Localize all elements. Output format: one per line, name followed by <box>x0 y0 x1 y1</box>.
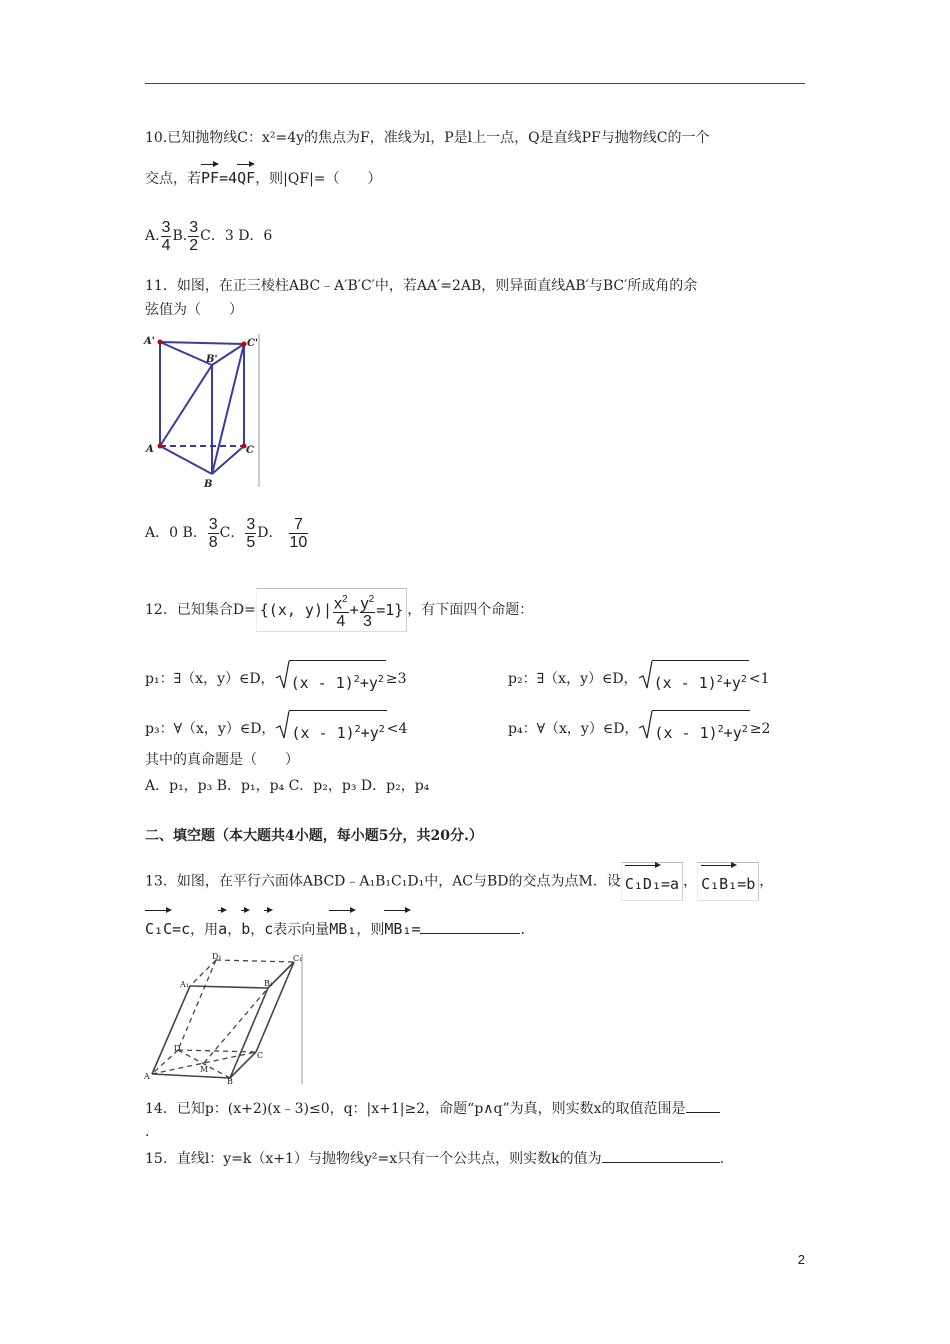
q12-question: 其中的真命题是（ ） <box>145 752 299 768</box>
fraction-c: $\frac{3}{5}$ <box>246 515 256 551</box>
label-m: M <box>200 1065 209 1074</box>
sqrt-expression: $(x - 1)^2+y^2$ <box>638 660 749 698</box>
label-c1: C' <box>247 338 259 349</box>
vector-pf: PF <box>201 162 219 188</box>
label-c: C <box>257 1051 264 1060</box>
label-d1: D₁ <box>212 952 222 961</box>
proposition-p3: p₃：∀（x，y）∈D， $(x - 1)^2+y^2 <4$ <box>145 710 407 748</box>
set-definition: {(x, y)| $\frac{x^2}{4}$ + $\frac{y^2}{3}$ =1} <box>256 588 408 632</box>
vector-mb1: MB₁ <box>329 908 356 944</box>
label-a: A <box>146 444 154 455</box>
proposition-p4: p₄：∀（x，y）∈D， $(x - 1)^2+y^2 \ge 2$ <box>508 710 770 748</box>
vector-a: a <box>218 908 227 944</box>
sqrt-expression: $(x - 1)^2+y^2$ <box>275 710 386 748</box>
vector-b: b <box>241 908 250 944</box>
label-d: D <box>174 1044 181 1053</box>
q10-line1: 10.已知抛物线C：x²=4y的焦点为F，准线为l，P是l上一点，Q是直线PF与抛物线C的一个 <box>145 130 710 146</box>
q10-options: A. $\frac{3}{4}$ B. $\frac{3}{2}$ C．3 D．6 <box>145 218 273 254</box>
answer-blank-13[interactable] <box>420 919 520 934</box>
page-number: 2 <box>797 1252 805 1267</box>
fraction-d: $\frac{7}{10}$ <box>289 515 308 551</box>
vector-c1c: C₁C <box>145 908 172 944</box>
label-c: C <box>246 445 254 456</box>
vector-c1d1: C₁D₁ <box>625 863 661 899</box>
q15-line1: 15．直线l：y=k（x+1）与抛物线y²=x只有一个公共点，则实数k的值为 . <box>145 1148 724 1169</box>
fraction-a: $\frac{3}{4}$ <box>161 218 171 254</box>
label-b: B <box>227 1077 233 1086</box>
vector-c1b1: C₁B₁ <box>701 863 737 899</box>
label-c1: C₁ <box>293 954 303 963</box>
q11-options: A．0 B． $\frac{3}{8}$ C． $\frac{3}{5}$ D． $\frac{7}{10}$ <box>145 515 308 551</box>
q13-line2: C₁C=c，用a，b，c表示向量MB₁，则MB₁= . <box>145 908 525 945</box>
fraction-b: $\frac{3}{2}$ <box>189 218 199 254</box>
fraction-b: $\frac{3}{8}$ <box>208 515 218 551</box>
q10-line2: 交点，若PF=4QF，则|QF|=（ ） <box>145 162 382 189</box>
sqrt-expression: $(x - 1)^2+y^2$ <box>638 710 749 748</box>
prism-figure <box>140 332 265 492</box>
label-b1: B' <box>206 354 218 365</box>
sqrt-expression: $(x - 1)^2+y^2$ <box>275 660 386 698</box>
label-a: A <box>144 1072 150 1081</box>
label-b: B <box>204 479 213 490</box>
q11-line2: 弦值为（ ） <box>145 302 243 318</box>
proposition-p1: p₁：∃（x，y）∈D， $(x - 1)^2+y^2 \ge 3$ <box>145 660 407 698</box>
q13-line1: 13．如图，在平行六面体ABCD﹣A₁B₁C₁D₁中，AC与BD的交点为点M．设 C₁D₁=a ， C₁B₁=b ， <box>145 862 773 901</box>
section-title: 二、填空题（本大题共4小题，每小题5分，共20分.） <box>145 828 483 844</box>
vector-qf: QF <box>237 162 255 188</box>
q12-options: A．p₁，p₃ B．p₁，p₄ C．p₂，p₃ D．p₂，p₄ <box>145 778 430 794</box>
answer-blank-14[interactable] <box>686 1098 720 1113</box>
q11-line1: 11．如图，在正三棱柱ABC﹣A′B′C′中，若AA′=2AB，则异面直线AB′与BC′所成角的余 <box>145 278 698 294</box>
label-a1: A' <box>144 336 155 347</box>
q14-line2: . <box>145 1124 150 1140</box>
label-a1: A₁ <box>180 980 189 989</box>
proposition-p2: p₂：∃（x，y）∈D， $(x - 1)^2+y^2 <1$ <box>508 660 770 698</box>
answer-blank-15[interactable] <box>602 1148 720 1163</box>
vector-c: c <box>264 908 273 944</box>
label-b1: B₁ <box>264 979 274 988</box>
q14-line1: 14．已知p：(x+2)(x﹣3)≤0，q：|x+1|≥2，命题“p∧q”为真，则实数x的取值范围是 <box>145 1098 720 1119</box>
q12-line1: 12．已知集合D= {(x, y)| $\frac{x^2}{4}$ + $\frac{y^2}{3}$ =1} ，有下面四个命题： <box>145 588 533 632</box>
header-rule <box>145 83 805 84</box>
parallelepiped-figure <box>142 952 312 1087</box>
vector-mb1-answer: MB₁ <box>384 908 411 944</box>
